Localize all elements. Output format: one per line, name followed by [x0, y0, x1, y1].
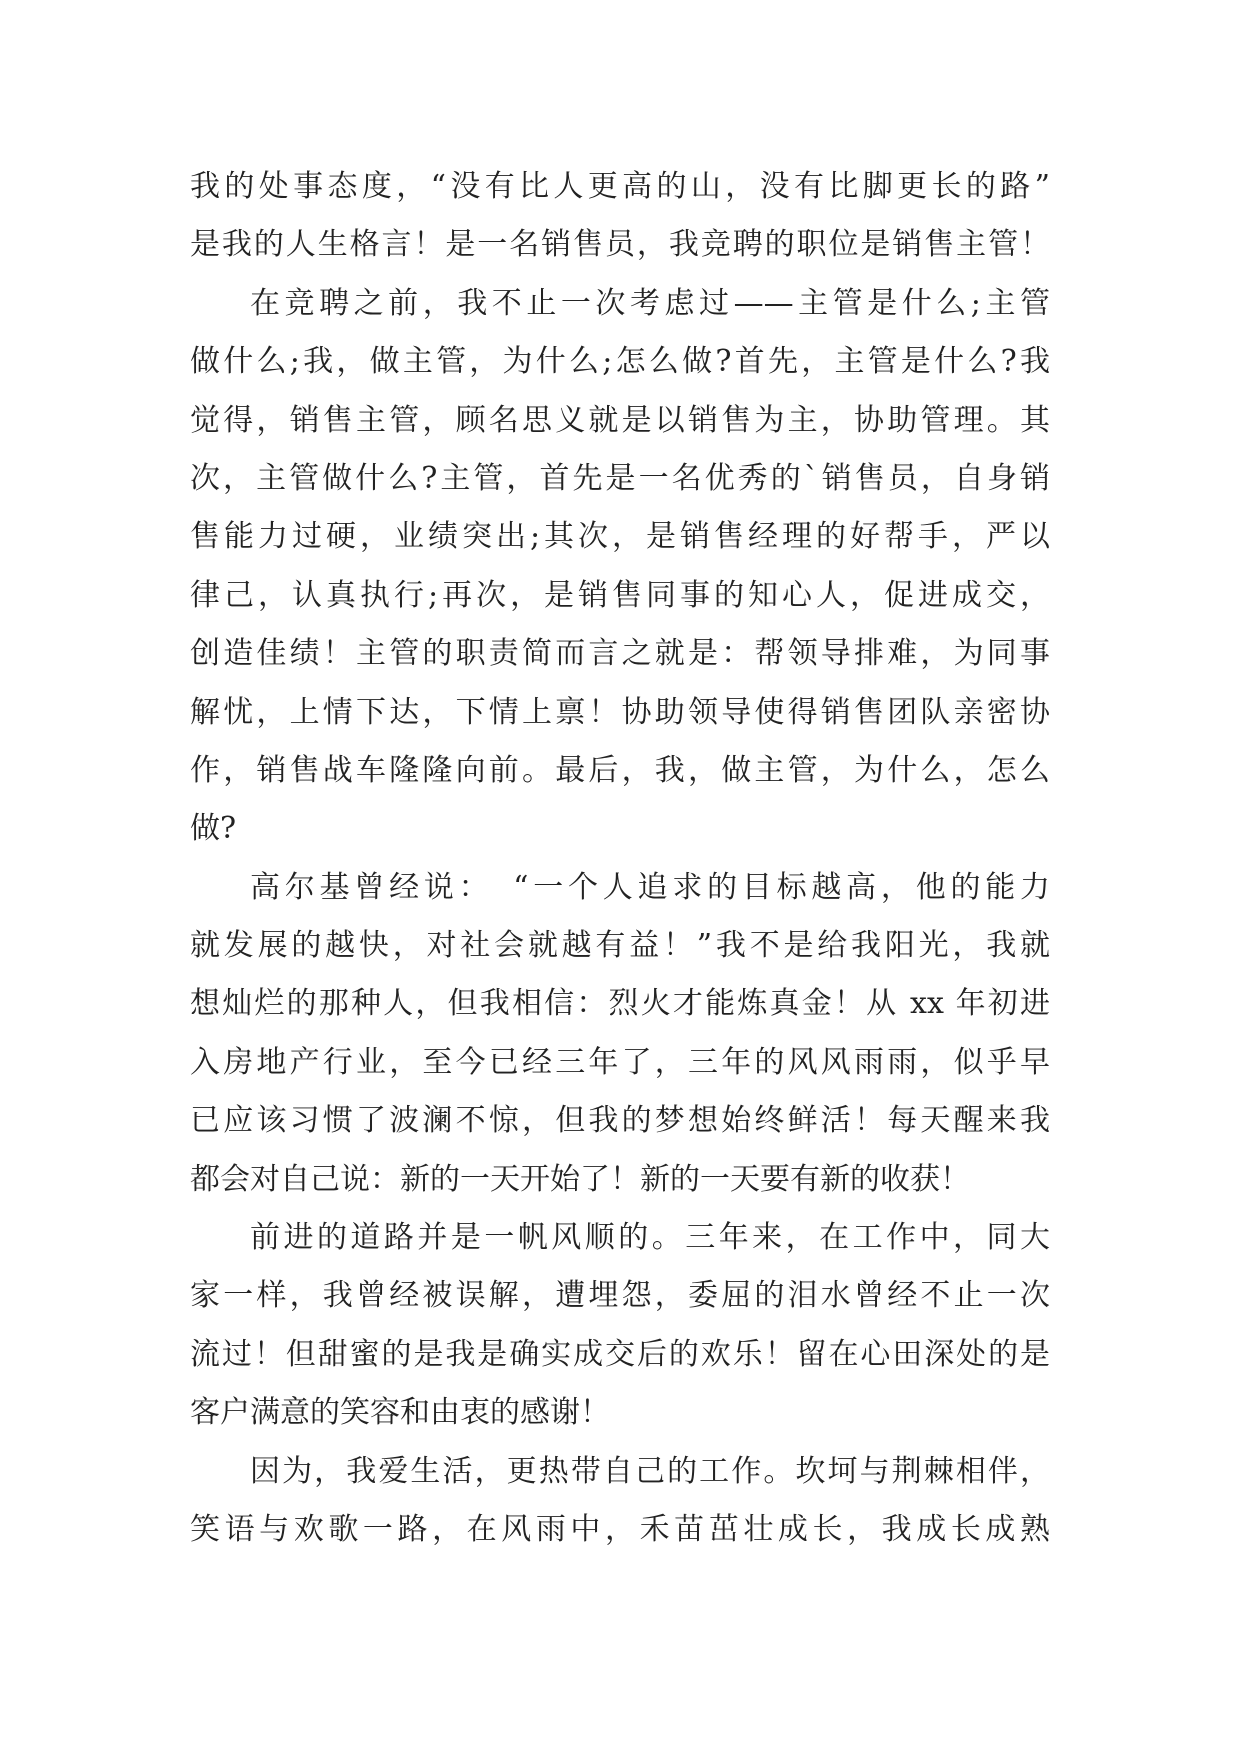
text-line: 前进的道路并是一帆风顺的。三年来，在工作中，同大	[250, 1220, 1050, 1256]
body-text	[190, 158, 1050, 1559]
text-line: 笑语与欢歌一路，在风雨中，禾苗茁壮成长，我成长成熟	[190, 1511, 1050, 1547]
text-line: 入房地产行业，至今已经三年了，三年的风风雨雨，似乎早	[190, 1044, 1050, 1080]
text-line: 想灿烂的那种人，但我相信：烈火才能炼真金！从 xx 年初进	[190, 986, 1050, 1022]
text-line: 客户满意的笑容和由衷的感谢！	[190, 1395, 610, 1431]
text-line: 律己，认真执行;再次，是销售同事的知心人，促进成交，	[190, 577, 1050, 613]
text-line: 已应该习惯了波澜不惊，但我的梦想始终鲜活！每天醒来我	[190, 1103, 1050, 1139]
text-line: 售能力过硬，业绩突出;其次，是销售经理的好帮手，严以	[190, 519, 1050, 555]
text-line: 做?	[190, 811, 237, 847]
text-line: 觉得，销售主管，顾名思义就是以销售为主，协助管理。其	[190, 402, 1050, 438]
text-line: 作，销售战车隆隆向前。最后，我，做主管，为什么，怎么	[190, 752, 1050, 788]
text-line: 在竞聘之前，我不止一次考虑过——主管是什么;主管	[250, 285, 1050, 321]
text-line: 流过！但甜蜜的是我是确实成交后的欢乐！留在心田深处的是	[190, 1336, 1050, 1372]
text-line: 创造佳绩！主管的职责简而言之就是：帮领导排难，为同事	[190, 636, 1050, 672]
text-line: 我的处事态度，“没有比人更高的山，没有比脚更长的路”	[190, 169, 1050, 204]
text-line: 是我的人生格言！是一名销售员，我竞聘的职位是销售主管！	[190, 227, 1050, 263]
text-line: 做什么;我，做主管，为什么;怎么做?首先，主管是什么?我	[190, 344, 1050, 380]
text-line: 解忧，上情下达，下情上禀！协助领导使得销售团队亲密协	[190, 694, 1050, 730]
text-line: 家一样，我曾经被误解，遭埋怨，委屈的泪水曾经不止一次	[190, 1278, 1050, 1314]
text-line: 因为，我爱生活，更热带自己的工作。坎坷与荆棘相伴，	[250, 1453, 1050, 1489]
text-line: 高尔基曾经说： “一个人追求的目标越高，他的能力	[250, 869, 1050, 905]
text-line: 都会对自己说：新的一天开始了！新的一天要有新的收获！	[190, 1161, 970, 1197]
text-line: 次，主管做什么?主管，首先是一名优秀的`销售员，自身销	[190, 460, 1050, 496]
text-line: 就发展的越快，对社会就越有益！”我不是给我阳光，我就	[190, 928, 1050, 964]
